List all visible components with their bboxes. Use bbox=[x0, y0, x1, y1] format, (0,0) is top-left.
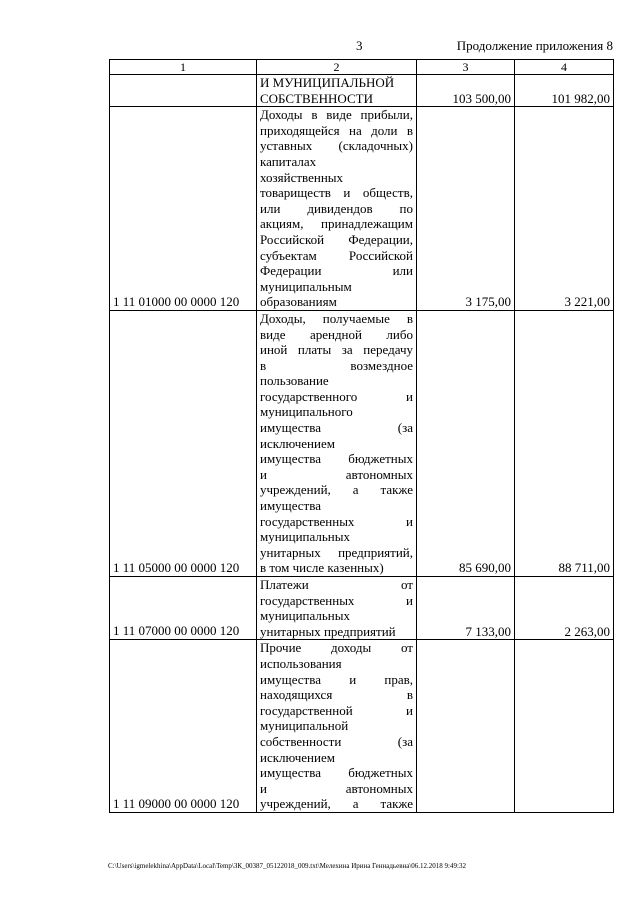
column-header-row bbox=[110, 60, 614, 75]
row-name-line: виде арендной либо bbox=[260, 326, 413, 342]
row-name-line: муниципального bbox=[260, 404, 353, 420]
row-name-line: И МУНИЦИПАЛЬНОЙ bbox=[260, 75, 395, 90]
row-amount-col3: 103 500,00 bbox=[417, 75, 515, 107]
column-header: 2 bbox=[257, 60, 417, 75]
row-name-line: в возмездное bbox=[260, 357, 413, 373]
row-name-line: государственных и bbox=[260, 592, 413, 608]
row-amount-col4: 3 221,00 bbox=[515, 107, 614, 311]
row-name-line: муниципальной bbox=[260, 718, 349, 734]
row-name-line: Федерации или bbox=[260, 263, 413, 279]
row-name bbox=[257, 310, 417, 576]
row-name-line: государственных и bbox=[260, 513, 413, 529]
row-name-line: государственного и bbox=[260, 388, 413, 404]
row-name-line: Доходы, получаемые в bbox=[260, 310, 413, 326]
row-name-line: образованиям bbox=[260, 294, 337, 310]
row-name-line: капиталах bbox=[260, 153, 317, 169]
table-row bbox=[110, 75, 614, 107]
row-name-line: в том числе казенных) bbox=[260, 560, 384, 576]
row-name-line: товариществ и обществ, bbox=[260, 185, 413, 201]
budget-table bbox=[109, 59, 614, 813]
row-name-line: имущества бюджетных bbox=[260, 765, 413, 781]
row-amount-col4: 88 711,00 bbox=[515, 310, 614, 576]
row-name-line: исключением bbox=[260, 749, 335, 765]
row-name-line: учреждений, а также bbox=[260, 796, 413, 812]
column-header: 4 bbox=[515, 60, 614, 75]
row-code bbox=[110, 75, 257, 107]
row-name-line: СОБСТВЕННОСТИ bbox=[260, 90, 373, 106]
row-name-line: муниципальных bbox=[260, 608, 351, 624]
row-name-line: уставных (складочных) bbox=[260, 138, 413, 154]
table-row bbox=[110, 640, 614, 813]
row-name bbox=[257, 75, 417, 107]
row-amount-col4 bbox=[515, 640, 614, 813]
row-name-line: государственной и bbox=[260, 702, 413, 718]
row-name-line: имущества бюджетных bbox=[260, 451, 413, 467]
table-row bbox=[110, 107, 614, 311]
row-name-line: учреждений, а также bbox=[260, 482, 413, 498]
row-amount-col3 bbox=[417, 640, 515, 813]
row-amount-col4: 2 263,00 bbox=[515, 577, 614, 640]
table-row bbox=[110, 310, 614, 576]
row-name-line: использования bbox=[260, 655, 342, 671]
row-code: 1 11 05000 00 0000 120 bbox=[110, 310, 257, 576]
row-name-line: унитарных предприятий, bbox=[260, 544, 413, 560]
column-header: 1 bbox=[110, 60, 257, 75]
row-name-line: муниципальных bbox=[260, 529, 351, 545]
row-code: 1 11 07000 00 0000 120 bbox=[110, 577, 257, 640]
row-code: 1 11 01000 00 0000 120 bbox=[110, 107, 257, 311]
row-name bbox=[257, 107, 417, 311]
row-amount-col3: 85 690,00 bbox=[417, 310, 515, 576]
row-code: 1 11 09000 00 0000 120 bbox=[110, 640, 257, 813]
row-amount-col3: 3 175,00 bbox=[417, 107, 515, 311]
continuation-label: Продолжение приложения 8 bbox=[456, 38, 613, 53]
row-name-line: приходящейся на доли в bbox=[260, 122, 413, 138]
row-name-line: имущества (за bbox=[260, 420, 413, 436]
row-amount-col4: 101 982,00 bbox=[515, 75, 614, 107]
row-name-line: и автономных bbox=[260, 780, 413, 796]
row-name-line: муниципальным bbox=[260, 278, 352, 294]
row-name-line: хозяйственных bbox=[260, 169, 344, 185]
row-name-line: акциям, принадлежащим bbox=[260, 216, 413, 232]
column-header: 3 bbox=[417, 60, 515, 75]
row-name-line: исключением bbox=[260, 435, 335, 451]
table-row bbox=[110, 577, 614, 640]
row-name-line: и автономных bbox=[260, 466, 413, 482]
row-name-line: имущества и прав, bbox=[260, 671, 413, 687]
row-name-line: собственности (за bbox=[260, 733, 413, 749]
row-name-line: Доходы в виде прибыли, bbox=[260, 107, 413, 123]
row-name-line: находящихся в bbox=[260, 687, 413, 703]
row-name-line: имущества bbox=[260, 498, 321, 514]
file-path-footer: C:\Users\igmelekhina\AppData\Local\Temp\ЗК_00387_05122018_009.txt\Мелехина Ирина Геннадьевна\06.12.2018 9:49:32 bbox=[108, 862, 466, 870]
page-number: 3 bbox=[356, 38, 363, 53]
row-name-line: иной платы за передачу bbox=[260, 342, 413, 358]
row-name-line: Платежи от bbox=[260, 577, 413, 592]
row-name-line: или дивидендов по bbox=[260, 200, 413, 216]
row-name bbox=[257, 577, 417, 640]
row-name-line: Прочие доходы от bbox=[260, 640, 413, 656]
row-name-line: субъектам Российской bbox=[260, 247, 413, 263]
row-name bbox=[257, 640, 417, 813]
row-name-line: пользование bbox=[260, 373, 329, 389]
row-amount-col3: 7 133,00 bbox=[417, 577, 515, 640]
row-name-line: унитарных предприятий bbox=[260, 623, 396, 639]
row-name-line: Российской Федерации, bbox=[260, 231, 413, 247]
